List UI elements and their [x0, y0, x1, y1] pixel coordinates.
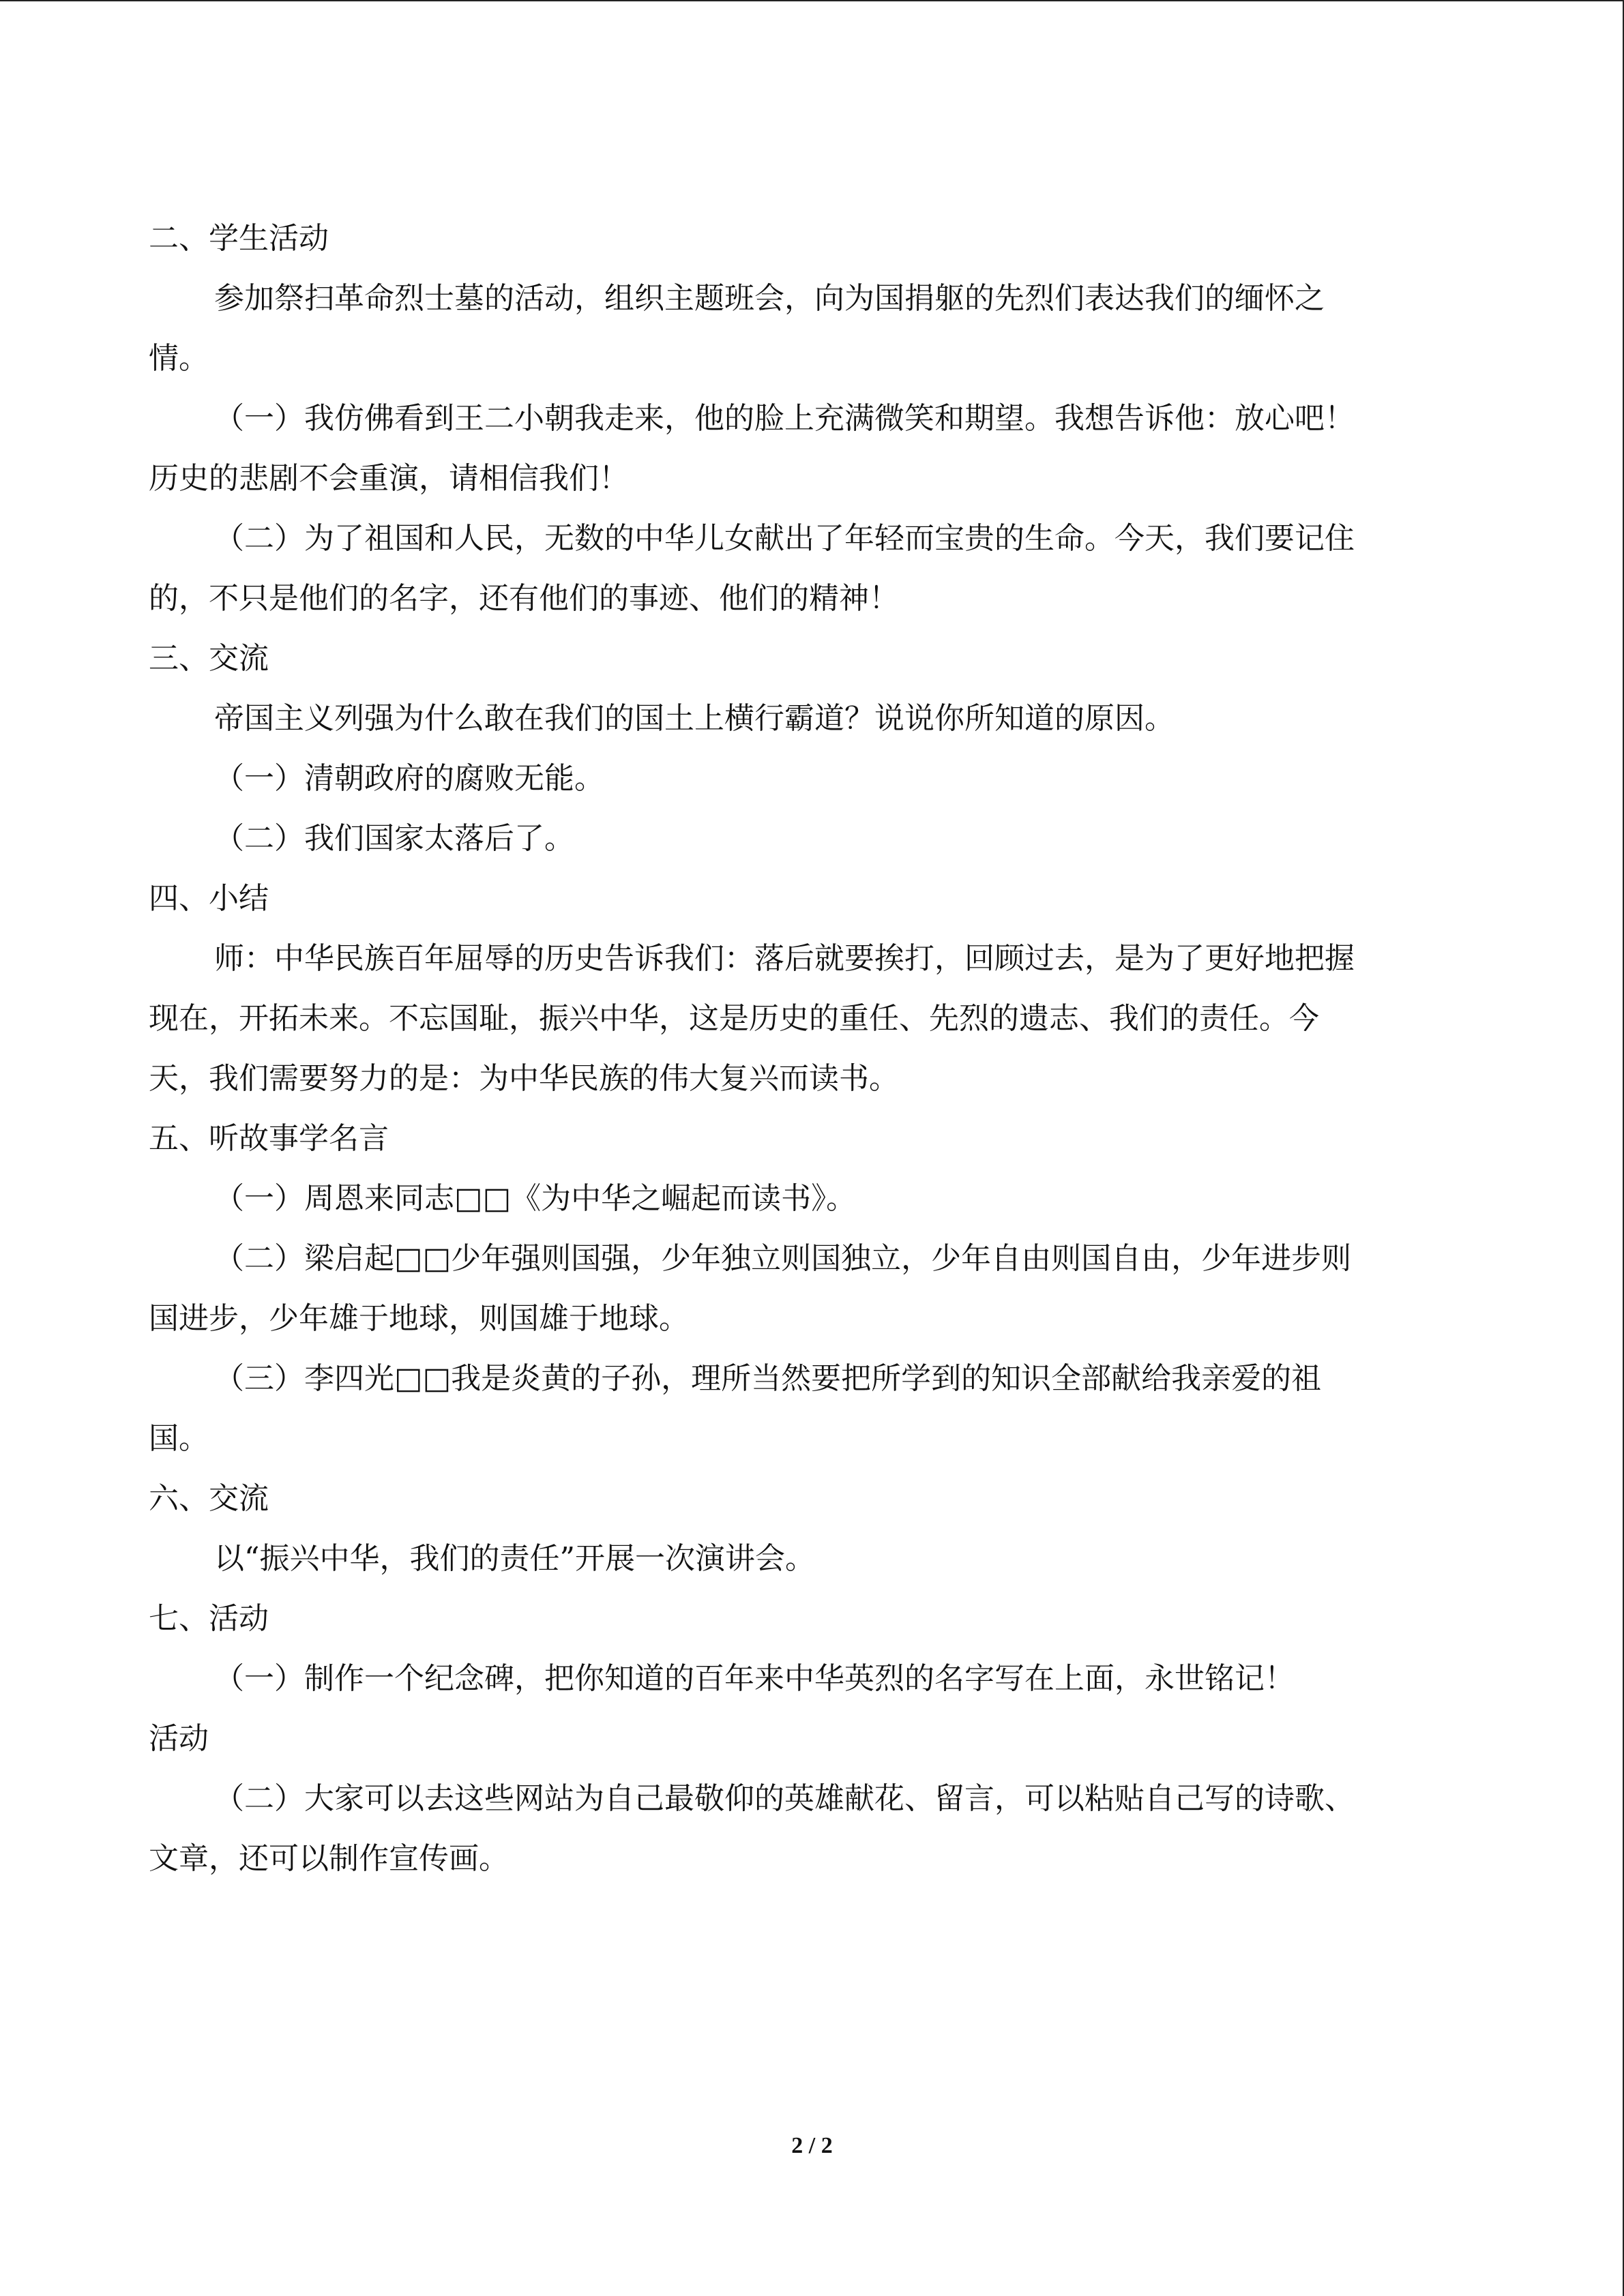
- paragraph-line: 参加祭扫革命烈士墓的活动，组织主题班会，向为国捐躯的先烈们表达我们的缅怀之: [214, 281, 1325, 316]
- page-number: 2 / 2: [791, 2133, 833, 2158]
- document-body: [149, 209, 1465, 1889]
- section-heading-exchange-2: 六、交流: [149, 1481, 269, 1516]
- paragraph-line: （二）梁启起□□少年强则国强，少年独立则国独立，少年自由则国自由，少年进步则: [214, 1241, 1352, 1276]
- paragraph-line: 情。: [149, 341, 209, 376]
- paragraph-line: 国。: [149, 1421, 209, 1456]
- paragraph-line: （三）李四光□□我是炎黄的子孙，理所当然要把所学到的知识全部献给我亲爱的祖: [214, 1361, 1322, 1396]
- section-heading-summary: 四、小结: [149, 881, 269, 916]
- paragraph-line: 以“振兴中华，我们的责任”开展一次演讲会。: [214, 1541, 815, 1576]
- paragraph-line: （二）为了祖国和人民，无数的中华儿女献出了年轻而宝贵的生命。今天，我们要记住: [214, 521, 1355, 556]
- paragraph-line: （一）我仿佛看到王二小朝我走来，他的脸上充满微笑和期望。我想告诉他：放心吧！: [214, 401, 1355, 436]
- paragraph-line: 帝国主义列强为什么敢在我们的国土上横行霸道？说说你所知道的原因。: [214, 701, 1175, 736]
- section-heading-stories-quotes: 五、听故事学名言: [149, 1121, 389, 1156]
- section-heading-activities: 七、活动: [149, 1601, 269, 1636]
- section-heading-activity: 活动: [149, 1721, 209, 1756]
- paragraph-line: （二）我们国家太落后了。: [214, 821, 574, 856]
- paragraph-line: （一）制作一个纪念碑，把你知道的百年来中华英烈的名字写在上面，永世铭记！: [214, 1661, 1295, 1696]
- paragraph-line: （二）大家可以去这些网站为自己最敬仰的英雄献花、留言，可以粘贴自己写的诗歌、: [214, 1781, 1355, 1816]
- paragraph-line: 师：中华民族百年屈辱的历史告诉我们：落后就要挨打，回顾过去，是为了更好地把握: [214, 941, 1355, 976]
- paragraph-line: （一）周恩来同志□□《为中华之崛起而读书》。: [214, 1181, 857, 1216]
- paragraph-line: 历史的悲剧不会重演，请相信我们！: [149, 461, 629, 496]
- paragraph-line: （一）清朝政府的腐败无能。: [214, 761, 604, 796]
- paragraph-line: 国进步，少年雄于地球，则国雄于地球。: [149, 1301, 689, 1336]
- paragraph-line: 的，不只是他们的名字，还有他们的事迹、他们的精神！: [149, 581, 899, 616]
- paragraph-line: 天，我们需要努力的是：为中华民族的伟大复兴而读书。: [149, 1061, 899, 1096]
- section-heading-exchange: 三、交流: [149, 641, 269, 676]
- paragraph-line: 文章，还可以制作宣传画。: [149, 1841, 509, 1876]
- section-heading-student-activity: 二、学生活动: [149, 221, 329, 256]
- paragraph-line: 现在，开拓未来。不忘国耻，振兴中华，这是历史的重任、先烈的遗志、我们的责任。今: [149, 1001, 1319, 1036]
